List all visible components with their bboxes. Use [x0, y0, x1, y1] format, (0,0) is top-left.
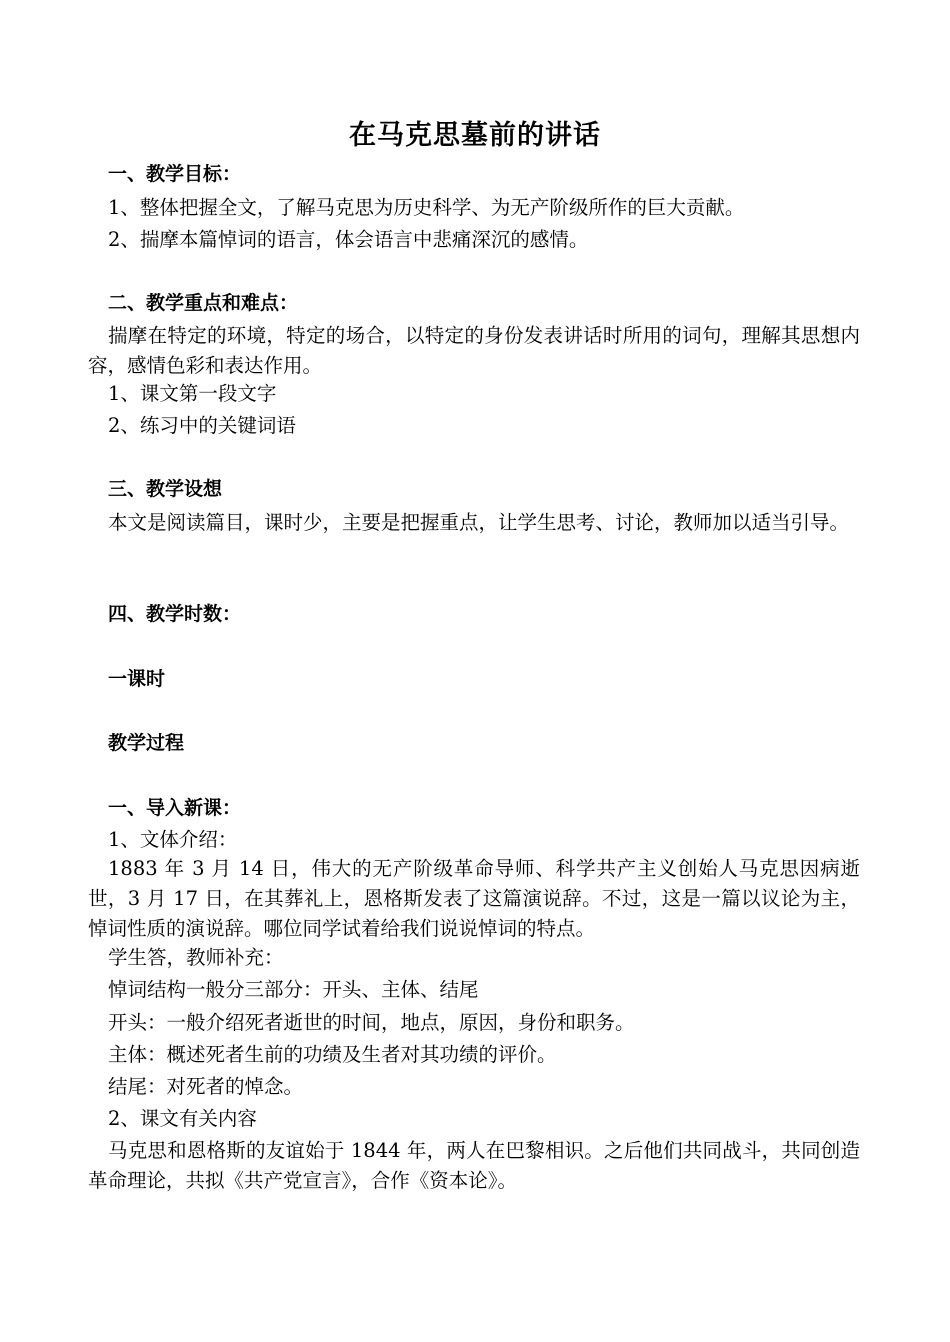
key-point-item-1: 1、课文第一段文字: [108, 382, 277, 405]
goal-item-1: 1、整体把握全文，了解马克思为历史科学、为无产阶级所作的巨大贡献。: [108, 196, 745, 219]
eulogy-structure-line: 悼词结构一般分三部分：开头、主体、结尾: [108, 978, 479, 1001]
section-heading-teaching-goals: 一、教学目标：: [108, 163, 242, 185]
intro-paragraph-content: 马克思和恩格斯的友谊始于 1844 年，两人在巴黎相识。之后他们共同战斗，共同创造革命理论，共拟《共产党宣言》，合作《资本论》。: [88, 1139, 860, 1192]
eulogy-opening-line: 开头：一般介绍死者逝世的时间，地点，原因，身份和职务。: [108, 1011, 635, 1034]
class-hours-value: 一课时: [108, 668, 166, 690]
eulogy-ending-line: 结尾：对死者的悼念。: [108, 1075, 304, 1098]
eulogy-body-line: 主体：概述死者生前的功绩及生者对其功绩的评价。: [108, 1043, 557, 1066]
document-title: 在马克思墓前的讲话: [349, 120, 601, 151]
section-heading-key-points: 二、教学重点和难点：: [108, 292, 299, 314]
section-heading-teaching-plan: 三、教学设想: [108, 478, 223, 500]
key-points-paragraph: 揣摩在特定的环境，特定的场合，以特定的身份发表讲话时所用的词句，理解其思想内容，感情色彩和表达作用。: [88, 324, 860, 377]
teaching-plan-paragraph: 本文是阅读篇目，课时少，主要是把握重点，让学生思考、讨论，教师加以适当引导。: [108, 511, 850, 534]
intro-subheading-genre: 1、文体介绍：: [108, 828, 238, 851]
student-answer-line: 学生答，教师补充：: [108, 946, 284, 969]
key-point-item-2: 2、练习中的关键词语: [108, 414, 296, 437]
intro-subheading-content: 2、课文有关内容: [108, 1107, 257, 1130]
section-heading-introduction: 一、导入新课：: [108, 797, 242, 819]
section-heading-teaching-process: 教学过程: [108, 732, 185, 754]
section-heading-class-hours: 四、教学时数：: [108, 603, 242, 625]
goal-item-2: 2、揣摩本篇悼词的语言，体会语言中悲痛深沉的感情。: [108, 228, 589, 251]
intro-paragraph-genre: 1883 年 3 月 14 日，伟大的无产阶级革命导师、科学共产主义创始人马克思因病逝世，3 月 17 日，在其葬礼上，恩格斯发表了这篇演说辞。不过，这是一篇以议论为主，悼词性质的演说辞。哪位同学试着给我们说说悼词的特点。: [88, 857, 860, 940]
